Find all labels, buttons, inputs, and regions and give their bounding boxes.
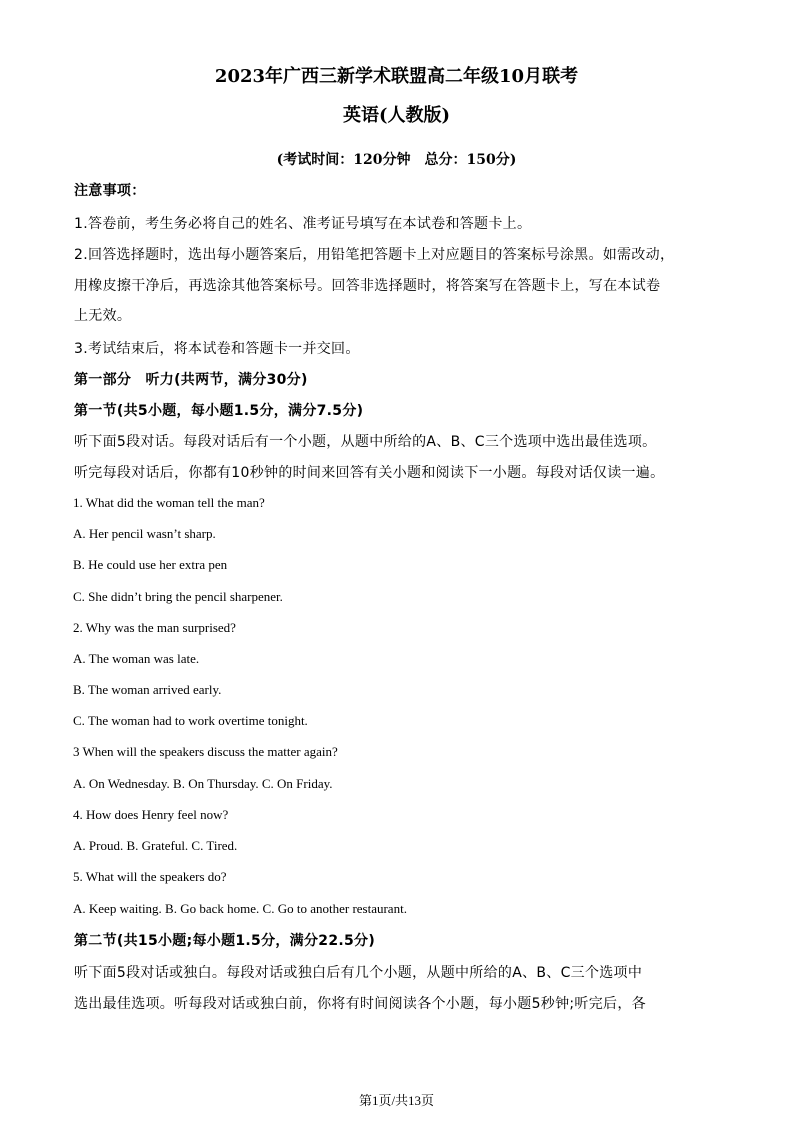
question-4-options: A. Proud. B. Grateful. C. Tired. — [73, 838, 238, 853]
question-1-option-b: B. He could use her extra pen — [73, 557, 228, 572]
notes-item-2-line-3: 上无效。 — [74, 308, 132, 324]
question-2-option-b: B. The woman arrived early. — [73, 682, 222, 697]
page-number: 第1页/共13页 — [358, 1093, 435, 1108]
question-1-option-a: A. Her pencil wasn’t sharp. — [73, 526, 216, 541]
section1-instruction-line-2: 听完每段对话后，你都有10秒钟的时间来回答有关小题和阅读下一小题。每段对话仅读一遍。 — [74, 465, 665, 481]
section2-instruction-line-1: 听下面5段对话或独白。每段对话或独白后有几个小题，从题中所给的A、B、C三个选项中 — [74, 965, 643, 981]
question-2-option-a: A. The woman was late. — [73, 651, 200, 666]
question-3-options: A. On Wednesday. B. On Thursday. C. On Friday. — [73, 776, 333, 791]
section1-heading: 第一节(共5小题，每小题1.5分，满分7.5分) — [74, 403, 364, 419]
question-1-option-c: C. She didn’t bring the pencil sharpener. — [73, 589, 283, 604]
notes-item-1: 1.答卷前，考生务必将自己的姓名、准考证号填写在本试卷和答题卡上。 — [74, 216, 532, 232]
question-3: 3 When will the speakers discuss the matter again? — [73, 744, 338, 759]
section1-instruction-line-1: 听下面5段对话。每段对话后有一个小题，从题中所给的A、B、C三个选项中选出最佳选项。 — [74, 434, 657, 450]
exam-title: 2023年广西三新学术联盟高二年级10月联考 — [214, 66, 579, 87]
exam-subtitle: 英语(人教版) — [342, 105, 451, 126]
question-4: 4. How does Henry feel now? — [73, 807, 229, 822]
question-1: 1. What did the woman tell the man? — [73, 495, 265, 510]
notes-item-2-line-1: 2.回答选择题时，选出每小题答案后，用铅笔把答题卡上对应题目的答案标号涂黑。如需改动， — [74, 247, 675, 263]
question-2-option-c: C. The woman had to work overtime tonight. — [73, 713, 308, 728]
question-5: 5. What will the speakers do? — [73, 869, 227, 884]
section2-heading: 第二节(共15小题;每小题1.5分，满分22.5分) — [74, 933, 376, 949]
question-5-options: A. Keep waiting. B. Go back home. C. Go to another restaurant. — [73, 901, 407, 916]
exam-info: (考试时间：120分钟 总分：150分) — [276, 152, 517, 168]
notes-item-2-line-2: 用橡皮擦干净后，再选涂其他答案标号。回答非选择题时，将答案写在答题卡上，写在本试卷 — [74, 278, 661, 294]
notes-item-3: 3.考试结束后，将本试卷和答题卡一并交回。 — [74, 341, 360, 357]
section2-instruction-line-2: 选出最佳选项。听每段对话或独白前，你将有时间阅读各个小题，每小题5秒钟;听完后，各 — [74, 996, 646, 1012]
question-2: 2. Why was the man surprised? — [73, 620, 236, 635]
notes-heading: 注意事项： — [74, 183, 146, 199]
part1-heading: 第一部分 听力(共两节，满分30分) — [74, 372, 308, 388]
